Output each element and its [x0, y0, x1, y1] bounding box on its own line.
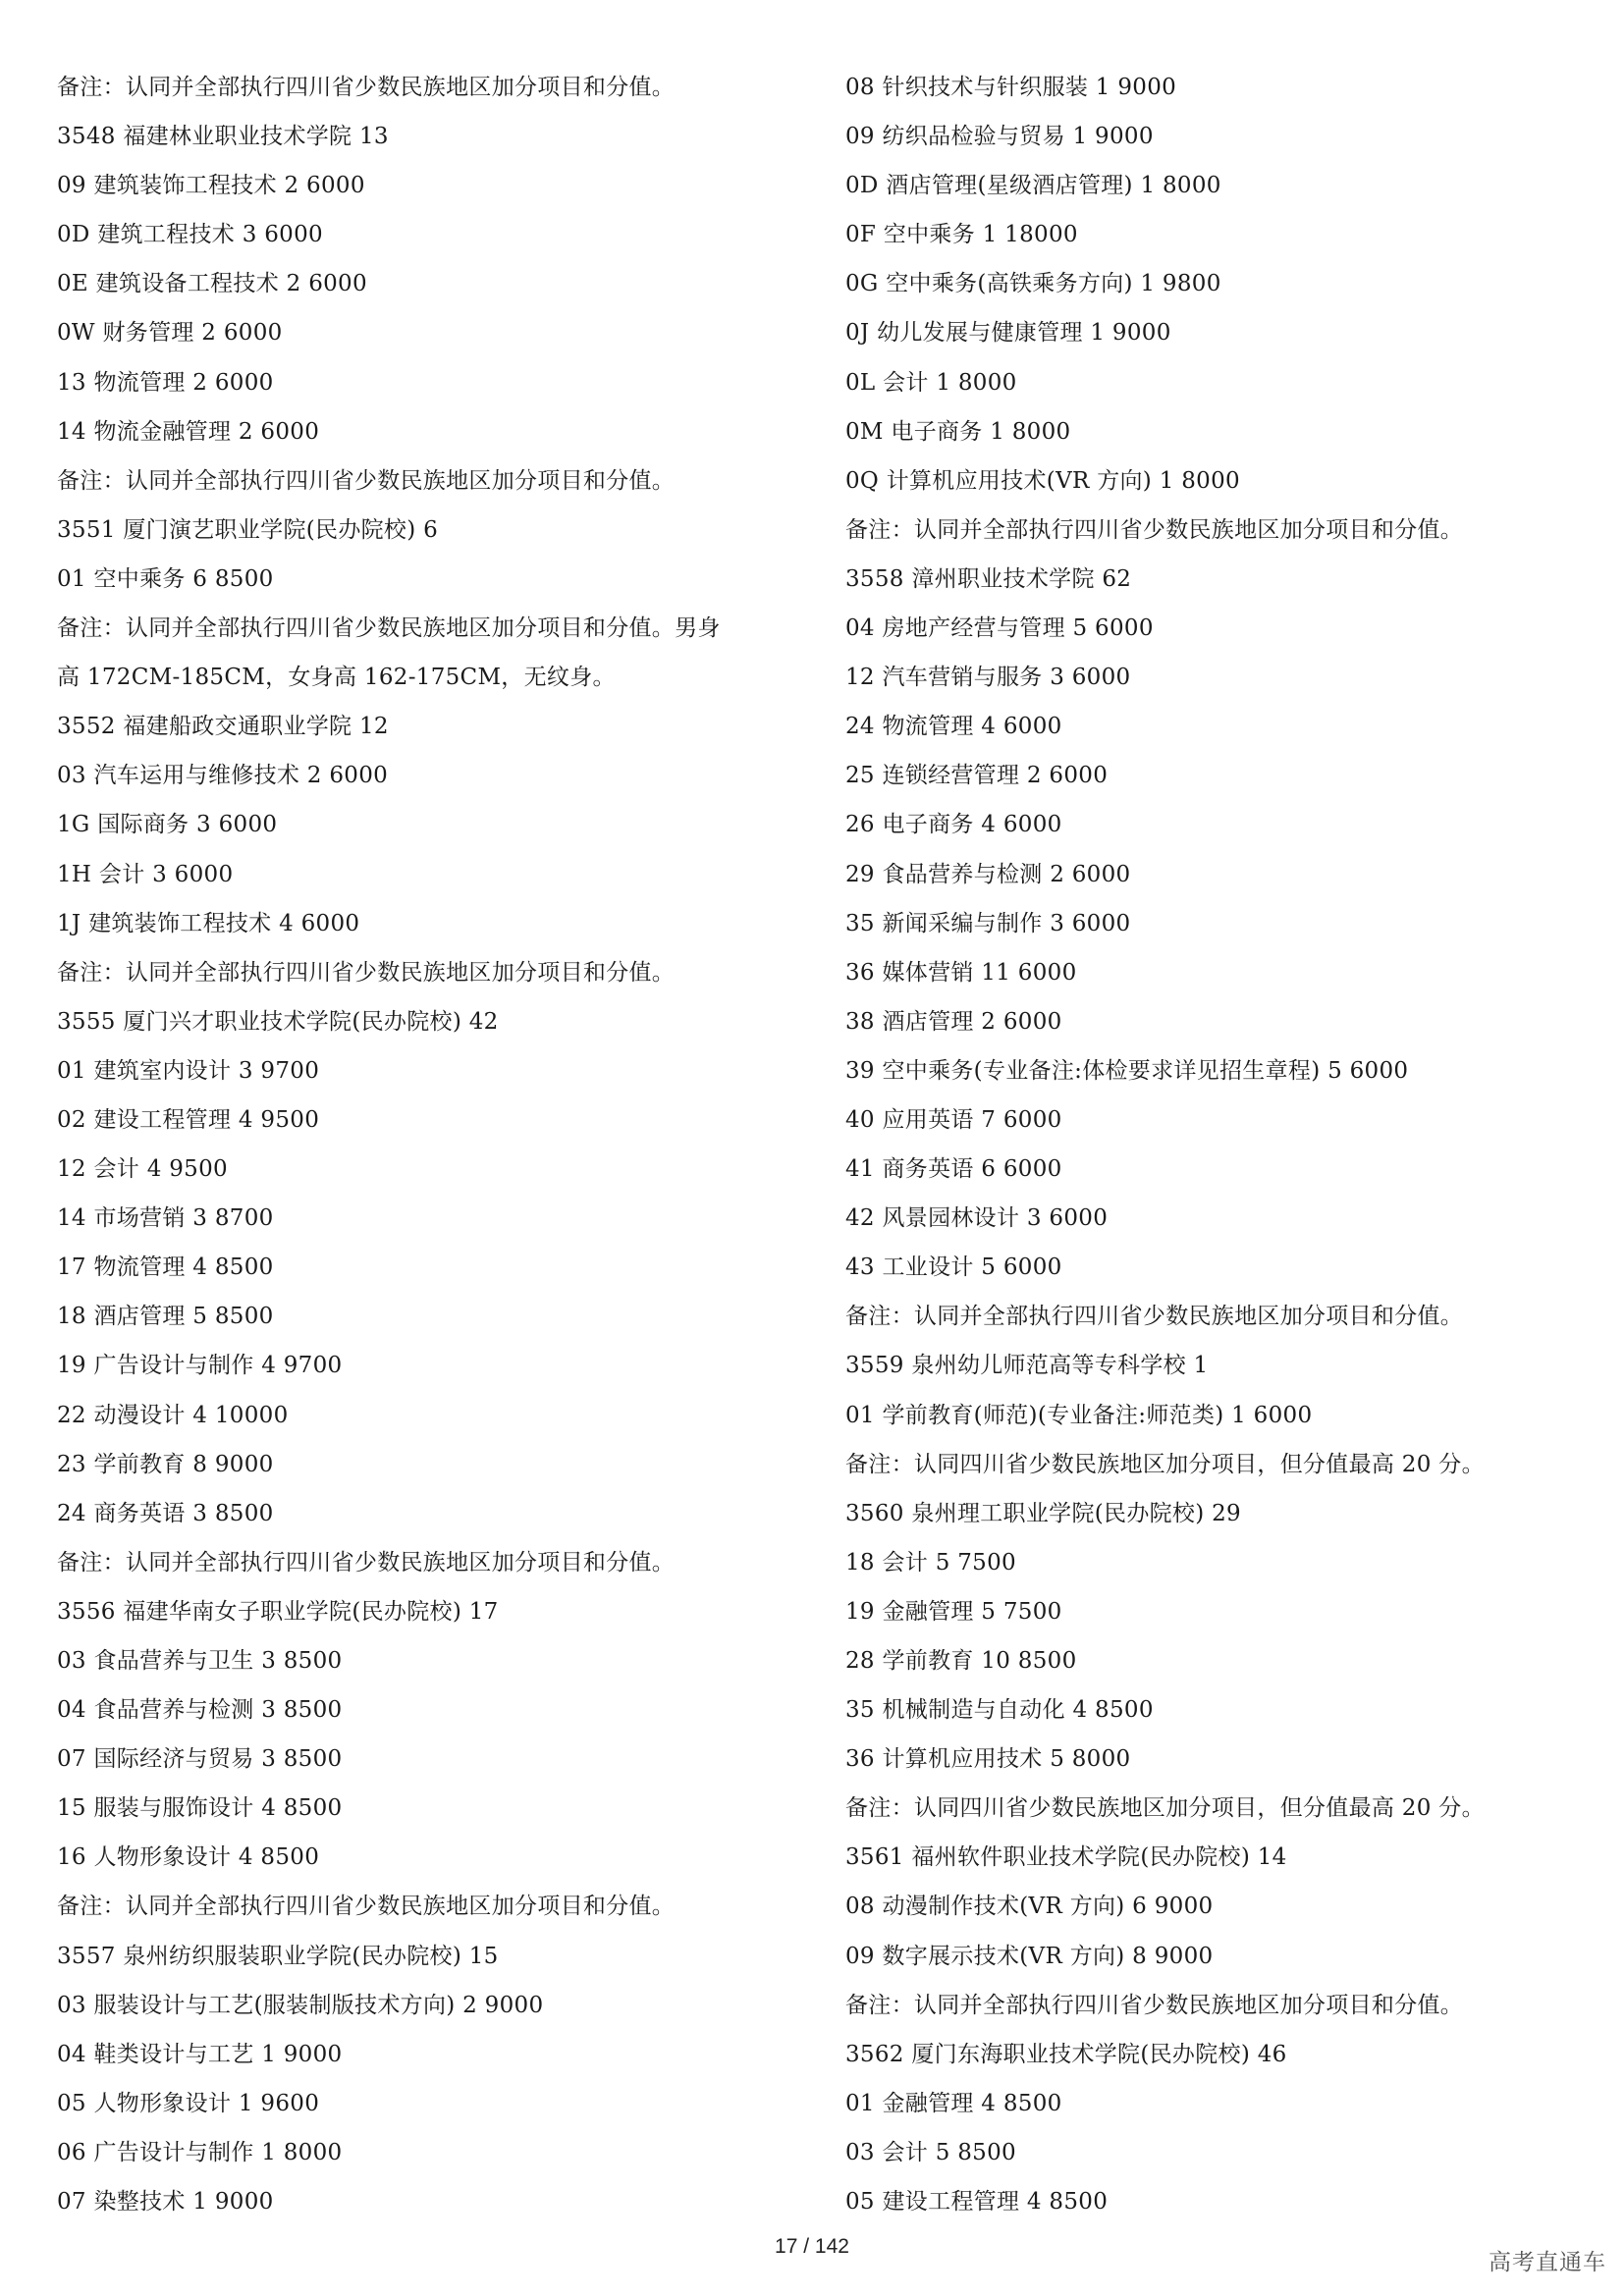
text-line: 28 学前教育 10 8500 [845, 1648, 1077, 1674]
text-line: 0F 空中乘务 1 18000 [845, 222, 1078, 248]
text-line: 09 纺织品检验与贸易 1 9000 [845, 124, 1154, 150]
text-line: 14 物流金融管理 2 6000 [57, 418, 320, 445]
text-line: 1G 国际商务 3 6000 [57, 812, 278, 838]
text-line: 3556 福建华南女子职业学院(民办院校) 17 [57, 1598, 499, 1625]
text-line: 03 汽车运用与维修技术 2 6000 [57, 763, 389, 789]
text-line: 0Q 计算机应用技术(VR 方向) 1 8000 [845, 467, 1240, 494]
text-line: 备注：认同并全部执行四川省少数民族地区加分项目和分值。 [57, 1549, 676, 1575]
text-line: 16 人物形象设计 4 8500 [57, 1844, 320, 1871]
text-line: 04 食品营养与检测 3 8500 [57, 1697, 343, 1724]
text-line: 12 会计 4 9500 [57, 1156, 228, 1183]
text-line: 23 学前教育 8 9000 [57, 1451, 274, 1477]
text-line: 03 会计 5 8500 [845, 2139, 1016, 2165]
text-line: 18 酒店管理 5 8500 [57, 1304, 274, 1330]
text-line: 0W 财务管理 2 6000 [57, 320, 283, 347]
watermark-text: 高考直通车 [1489, 2250, 1606, 2275]
text-line: 备注：认同并全部执行四川省少数民族地区加分项目和分值。 [845, 516, 1464, 543]
text-line: 3559 泉州幼儿师范高等专科学校 1 [845, 1353, 1209, 1379]
text-line: 35 机械制造与自动化 4 8500 [845, 1697, 1154, 1724]
text-line: 3562 厦门东海职业技术学院(民办院校) 46 [845, 2041, 1287, 2067]
left-column [57, 63, 833, 2226]
text-line: 3552 福建船政交通职业学院 12 [57, 714, 389, 740]
text-line: 05 人物形象设计 1 9600 [57, 2090, 320, 2116]
text-line: 3558 漳州职业技术学院 62 [845, 565, 1132, 592]
text-line: 备注：认同并全部执行四川省少数民族地区加分项目和分值。 [57, 467, 676, 494]
text-line: 03 服装设计与工艺(服装制版技术方向) 2 9000 [57, 1992, 544, 2018]
text-line: 36 计算机应用技术 5 8000 [845, 1746, 1131, 1773]
text-line: 19 金融管理 5 7500 [845, 1598, 1062, 1625]
text-line: 备注：认同并全部执行四川省少数民族地区加分项目和分值。 [57, 959, 676, 986]
text-line: 3557 泉州纺织服装职业学院(民办院校) 15 [57, 1943, 499, 1969]
text-line: 备注：认同并全部执行四川省少数民族地区加分项目和分值。 [57, 1894, 676, 1920]
text-line: 高 172CM-185CM，女身高 162-175CM，无纹身。 [57, 665, 616, 691]
text-line: 备注：认同并全部执行四川省少数民族地区加分项目和分值。男身 [57, 615, 721, 642]
text-line: 22 动漫设计 4 10000 [57, 1402, 289, 1428]
text-line: 01 建筑室内设计 3 9700 [57, 1057, 320, 1084]
text-line: 01 空中乘务 6 8500 [57, 565, 274, 592]
text-line: 24 物流管理 4 6000 [845, 714, 1062, 740]
text-line: 0D 建筑工程技术 3 6000 [57, 222, 323, 248]
text-line: 06 广告设计与制作 1 8000 [57, 2139, 343, 2165]
text-line: 07 国际经济与贸易 3 8500 [57, 1746, 343, 1773]
text-line: 15 服装与服饰设计 4 8500 [57, 1795, 343, 1822]
text-line: 19 广告设计与制作 4 9700 [57, 1353, 343, 1379]
text-line: 3551 厦门演艺职业学院(民办院校) 6 [57, 516, 439, 543]
text-line: 04 房地产经营与管理 5 6000 [845, 615, 1154, 642]
text-line: 1H 会计 3 6000 [57, 861, 234, 887]
text-line: 04 鞋类设计与工艺 1 9000 [57, 2041, 343, 2067]
text-line: 25 连锁经营管理 2 6000 [845, 763, 1109, 789]
text-line: 0M 电子商务 1 8000 [845, 418, 1071, 445]
text-line: 1J 建筑装饰工程技术 4 6000 [57, 910, 360, 936]
text-line: 03 食品营养与卫生 3 8500 [57, 1648, 343, 1674]
text-line: 09 建筑装饰工程技术 2 6000 [57, 173, 365, 199]
text-line: 41 商务英语 6 6000 [845, 1156, 1062, 1183]
text-line: 3561 福州软件职业技术学院(民办院校) 14 [845, 1844, 1287, 1871]
text-line: 0J 幼儿发展与健康管理 1 9000 [845, 320, 1171, 347]
text-line: 36 媒体营销 11 6000 [845, 959, 1077, 986]
text-line: 17 物流管理 4 8500 [57, 1255, 274, 1281]
text-line: 01 金融管理 4 8500 [845, 2090, 1062, 2116]
text-line: 08 动漫制作技术(VR 方向) 6 9000 [845, 1894, 1214, 1920]
text-line: 13 物流管理 2 6000 [57, 369, 274, 396]
text-line: 18 会计 5 7500 [845, 1549, 1016, 1575]
text-line: 35 新闻采编与制作 3 6000 [845, 910, 1131, 936]
page-number: 17 / 142 [775, 2235, 849, 2258]
text-line: 0E 建筑设备工程技术 2 6000 [57, 271, 367, 297]
text-line: 14 市场营销 3 8700 [57, 1205, 274, 1232]
text-line: 24 商务英语 3 8500 [57, 1500, 274, 1526]
text-line: 备注：认同四川省少数民族地区加分项目，但分值最高 20 分。 [845, 1795, 1485, 1822]
text-line: 42 风景园林设计 3 6000 [845, 1205, 1109, 1232]
text-line: 08 针织技术与针织服装 1 9000 [845, 75, 1177, 100]
text-line: 38 酒店管理 2 6000 [845, 1008, 1062, 1035]
text-line: 备注：认同并全部执行四川省少数民族地区加分项目和分值。 [845, 1992, 1464, 2018]
text-line: 0G 空中乘务(高铁乘务方向) 1 9800 [845, 271, 1221, 297]
text-line: 备注：认同四川省少数民族地区加分项目，但分值最高 20 分。 [845, 1451, 1485, 1477]
text-line: 07 染整技术 1 9000 [57, 2189, 274, 2216]
text-line: 02 建设工程管理 4 9500 [57, 1106, 320, 1133]
text-line: 39 空中乘务(专业备注:体检要求详见招生章程) 5 6000 [845, 1057, 1409, 1084]
text-line: 09 数字展示技术(VR 方向) 8 9000 [845, 1943, 1214, 1969]
text-line: 12 汽车营销与服务 3 6000 [845, 665, 1131, 691]
text-line: 备注：认同并全部执行四川省少数民族地区加分项目和分值。 [845, 1304, 1464, 1330]
text-line: 3555 厦门兴才职业技术学院(民办院校) 42 [57, 1008, 499, 1035]
text-line: 0D 酒店管理(星级酒店管理) 1 8000 [845, 173, 1221, 199]
text-line: 备注：认同并全部执行四川省少数民族地区加分项目和分值。 [57, 75, 676, 100]
text-line: 40 应用英语 7 6000 [845, 1106, 1062, 1133]
text-line: 05 建设工程管理 4 8500 [845, 2189, 1109, 2216]
text-line: 01 学前教育(师范)(专业备注:师范类) 1 6000 [845, 1402, 1313, 1428]
text-line: 0L 会计 1 8000 [845, 369, 1017, 396]
text-line: 26 电子商务 4 6000 [845, 812, 1062, 838]
text-line: 29 食品营养与检测 2 6000 [845, 861, 1131, 887]
text-line: 3548 福建林业职业技术学院 13 [57, 124, 389, 150]
right-column [845, 63, 1621, 2226]
text-line: 43 工业设计 5 6000 [845, 1255, 1062, 1281]
text-line: 3560 泉州理工职业学院(民办院校) 29 [845, 1500, 1241, 1526]
